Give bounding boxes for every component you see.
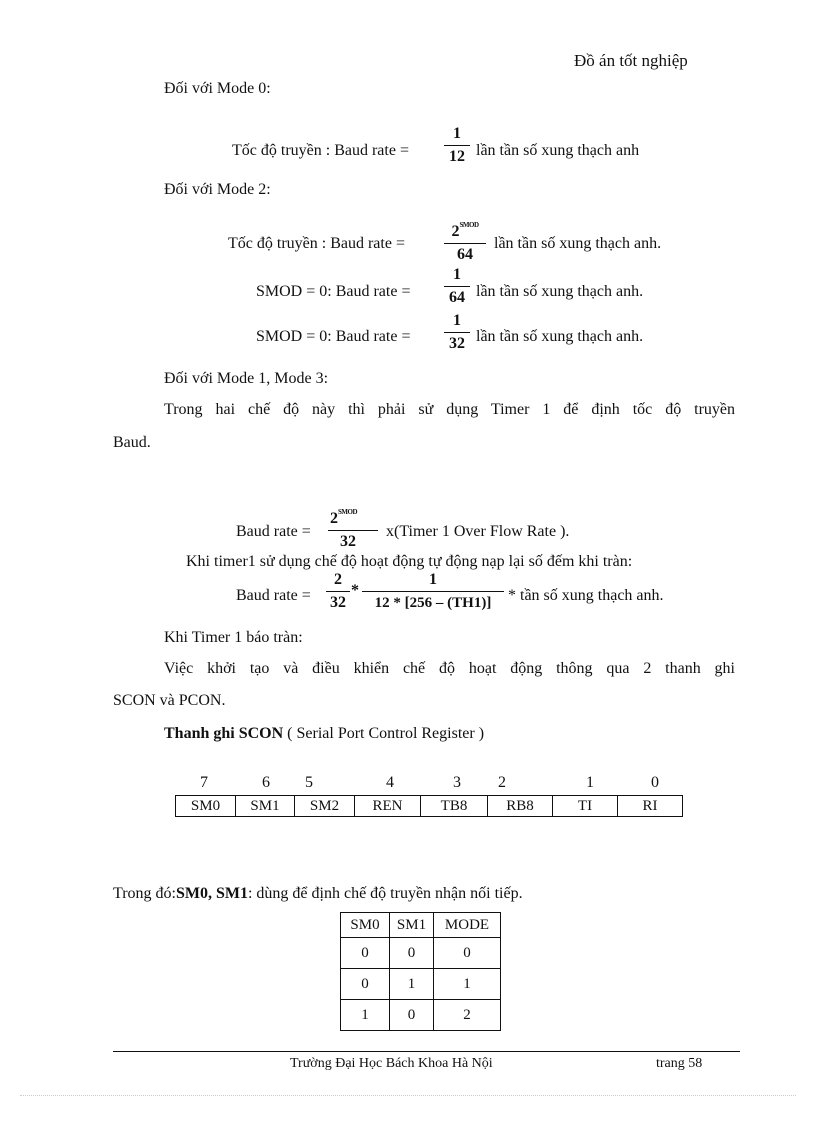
bit-cell: SM2	[295, 796, 355, 817]
formula1-left: Baud rate =	[236, 523, 311, 540]
page-bottom-edge	[20, 1095, 796, 1096]
formula2-multiply: *	[351, 582, 359, 599]
autoreload-text: Khi timer1 sử dụng chế độ hoạt động tự động nạp lại số đếm khi tràn:	[186, 553, 633, 570]
formula2-right: * tần số xung thạch anh.	[508, 587, 664, 604]
bit-number: 1	[586, 774, 594, 791]
mode-table-header	[341, 913, 501, 938]
mode0-numerator: 1	[453, 125, 461, 142]
mode13-heading: Đối với Mode 1, Mode 3:	[164, 370, 329, 387]
bit-number: 6	[262, 774, 270, 791]
mode0-fraction	[444, 125, 470, 166]
smod-b-left: SMOD = 0: Baud rate =	[256, 328, 411, 345]
scon-bit-names	[176, 796, 683, 817]
footer-rule	[113, 1051, 740, 1052]
table-row: 1 0 2	[341, 1000, 501, 1031]
mode0-heading: Đối với Mode 0:	[164, 80, 271, 97]
mode2-formula-right: lần tần số xung thạch anh.	[494, 235, 662, 252]
bit-number: 4	[386, 774, 394, 791]
mode2-heading: Đối với Mode 2:	[164, 181, 271, 198]
footer-school: Trường Đại Học Bách Khoa Hà Nội	[290, 1056, 493, 1071]
bit-cell: SM0	[176, 796, 236, 817]
smod-b-right: lần tần số xung thạch anh.	[476, 328, 644, 345]
bit-number: 7	[200, 774, 208, 791]
init-paragraph-line1: Việc khởi tạo và điều khiển chế độ hoạt động thông qua 2 thanh ghi	[164, 660, 735, 677]
bit-cell: TI	[553, 796, 618, 817]
table-row: 0 1 1	[341, 969, 501, 1000]
formula1-right: x(Timer 1 Over Flow Rate ).	[386, 523, 570, 540]
bit-cell: RB8	[488, 796, 553, 817]
mode0-formula-left: Tốc độ truyền : Baud rate =	[232, 142, 409, 159]
page-header: Đồ án tốt nghiệp	[574, 51, 688, 70]
formula2-fraction1: 2 32	[326, 571, 350, 612]
formula2-fraction2: 1 12 * [256 – (TH1)]	[362, 571, 504, 612]
bit-cell: TB8	[421, 796, 488, 817]
bit-cell: REN	[355, 796, 421, 817]
bit-number: 0	[651, 774, 659, 791]
formula2-left: Baud rate =	[236, 587, 311, 604]
where-text: Trong đó:SM0, SM1: dùng để định chế độ truyền nhận nối tiếp.	[113, 885, 523, 902]
mode2-fraction	[444, 216, 486, 264]
smod-a-right: lần tần số xung thạch anh.	[476, 283, 644, 300]
mode2-numerator: $2^{SMOD}$	[451, 221, 479, 240]
bit-number: 3	[453, 774, 461, 791]
table-row: 0 0 0	[341, 938, 501, 969]
mode13-paragraph-line1: Trong hai chế độ này thì phải sử dụng Timer 1 để định tốc độ truyền	[164, 401, 735, 418]
footer-page-number: trang 58	[656, 1056, 703, 1071]
scon-register-table	[175, 795, 683, 817]
mode-table	[340, 912, 501, 1031]
init-paragraph-line2: SCON và PCON.	[113, 692, 226, 709]
bit-cell: SM1	[236, 796, 295, 817]
bit-number: 2	[498, 774, 506, 791]
mode13-paragraph-line2: Baud.	[113, 434, 151, 451]
mode2-formula-left: Tốc độ truyền : Baud rate =	[228, 235, 405, 252]
smod-b-fraction: 1 32	[444, 312, 470, 353]
bit-number: 5	[305, 774, 313, 791]
mode0-denominator: 12	[449, 148, 465, 165]
overflow-text: Khi Timer 1 báo tràn:	[164, 629, 303, 646]
smod-a-fraction: 1 64	[444, 266, 470, 307]
smod-a-left: SMOD = 0: Baud rate =	[256, 283, 411, 300]
mode0-formula-right: lần tần số xung thạch anh	[476, 142, 640, 159]
header-cell: SM1	[390, 913, 434, 938]
bit-cell: RI	[618, 796, 683, 817]
scon-title: Thanh ghi SCON ( Serial Port Control Register )	[164, 725, 485, 742]
mode2-denominator: 64	[457, 246, 473, 263]
header-cell: MODE	[434, 913, 501, 938]
header-cell: SM0	[341, 913, 390, 938]
formula1-fraction: $2^{SMOD}$ 32	[328, 503, 378, 551]
